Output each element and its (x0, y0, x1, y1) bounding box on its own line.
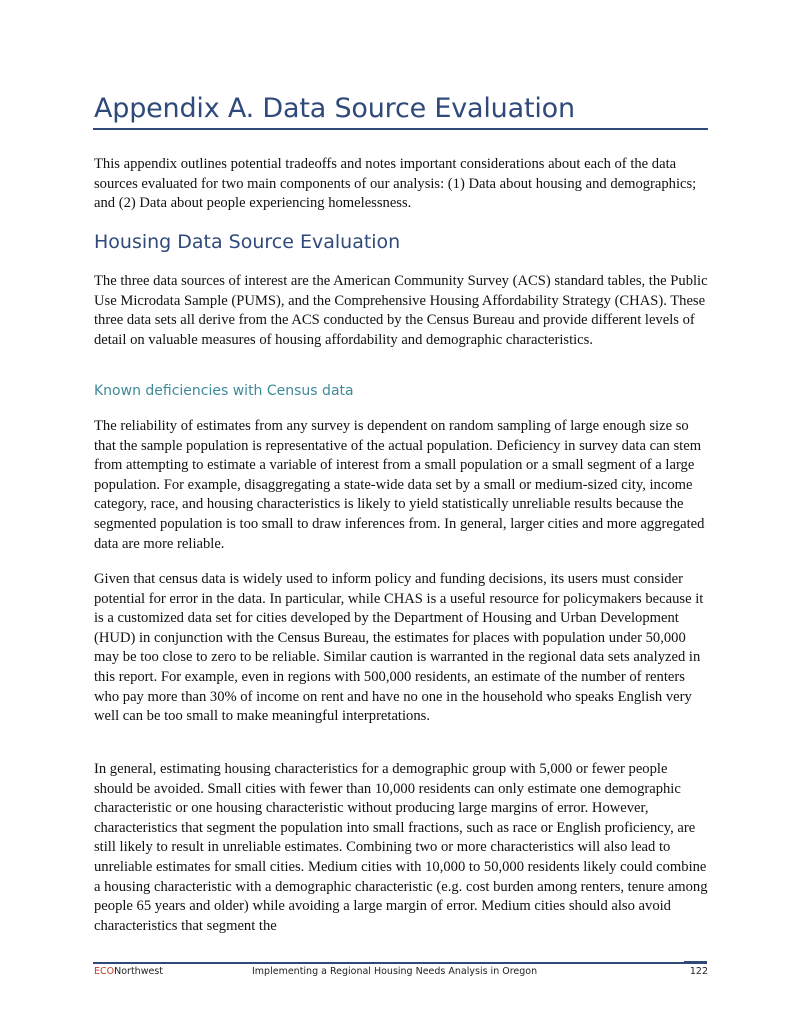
title-underline (93, 128, 708, 130)
footer-rule (93, 962, 707, 964)
page-title: Appendix A. Data Source Evaluation (94, 93, 575, 124)
subsection-heading-census-deficiencies: Known deficiencies with Census data (94, 383, 354, 399)
page-footer (94, 966, 708, 980)
footer-rule-accent (684, 961, 707, 964)
page-number: 122 (689, 966, 708, 977)
footer-brand-logo (94, 966, 163, 977)
census-caution-paragraph: Given that census data is widely used to inform policy and funding decisions, its users must consider potential for error in the data. In particular, while CHAS is a useful resource for policymakers because it is a customized data set for cities developed by the Department of Housing and Urban Development (HUD) in conjunction with the Census Bureau, the estimates for places with population under 50,000 may be too close to zero to be reliable. Similar caution is warranted in the regional data sets analyzed in this report. For example, even in regions with 500,000 residents, an estimate of the number of renters who pay more than 30% of income on rent and have no one in the household who speaks English very well can be too small to make meaningful interpretations. (94, 571, 704, 725)
intro-paragraph: This appendix outlines potential tradeoffs and notes important considerations about each of the data sources evaluated for two main components of our analysis: (1) Data about housing and demographics; and (2) Data about people experiencing homelessness. (94, 156, 697, 212)
general-guidance-paragraph: In general, estimating housing characteristics for a demographic group with 5,000 or fewer people should be avoided. Small cities with fewer than 10,000 residents can only estimate one demographic characteristic or one housing characteristic without producing large margins of error. However, characteristics that segment the population into small fractions, such as race or English proficiency, are still likely to result in unreliable estimates. Combining two or more characteristics will also lead to unreliable estimates for small cities. Medium cities with 10,000 to 50,000 residents likely could combine a housing characteristic with a demographic characteristic (e.g. cost burden among renters, tenure among people 65 years and older) while avoiding a large margin of error. Medium cities should also avoid characteristics that segment the (94, 761, 708, 934)
section-heading-housing: Housing Data Source Evaluation (94, 231, 401, 253)
brand-prefix: ECO (94, 966, 115, 977)
footer-document-title: Implementing a Regional Housing Needs Analysis in Oregon (252, 966, 538, 977)
brand-suffix: Northwest (114, 966, 163, 977)
reliability-paragraph: The reliability of estimates from any survey is dependent on random sampling of large enough size so that the sample population is representative of the actual population. Deficiency in survey data can stem from attempting to estimate a variable of interest from a small population or a small segment of a large population. For example, disaggregating a state-wide data set by a small or medium-sized city, income category, race, and housing characteristics is likely to yield statistically unreliable results because the segmented population is too small to draw inferences from. In general, larger cities and more aggregated data are more reliable. (94, 418, 705, 552)
housing-paragraph: The three data sources of interest are the American Community Survey (ACS) standard tables, the Public Use Microdata Sample (PUMS), and the Comprehensive Housing Affordability Strategy (CHAS). These three data sets all derive from the ACS conducted by the Census Bureau and provide different levels of detail on valuable measures of housing affordability and demographic characteristics. (94, 273, 708, 348)
